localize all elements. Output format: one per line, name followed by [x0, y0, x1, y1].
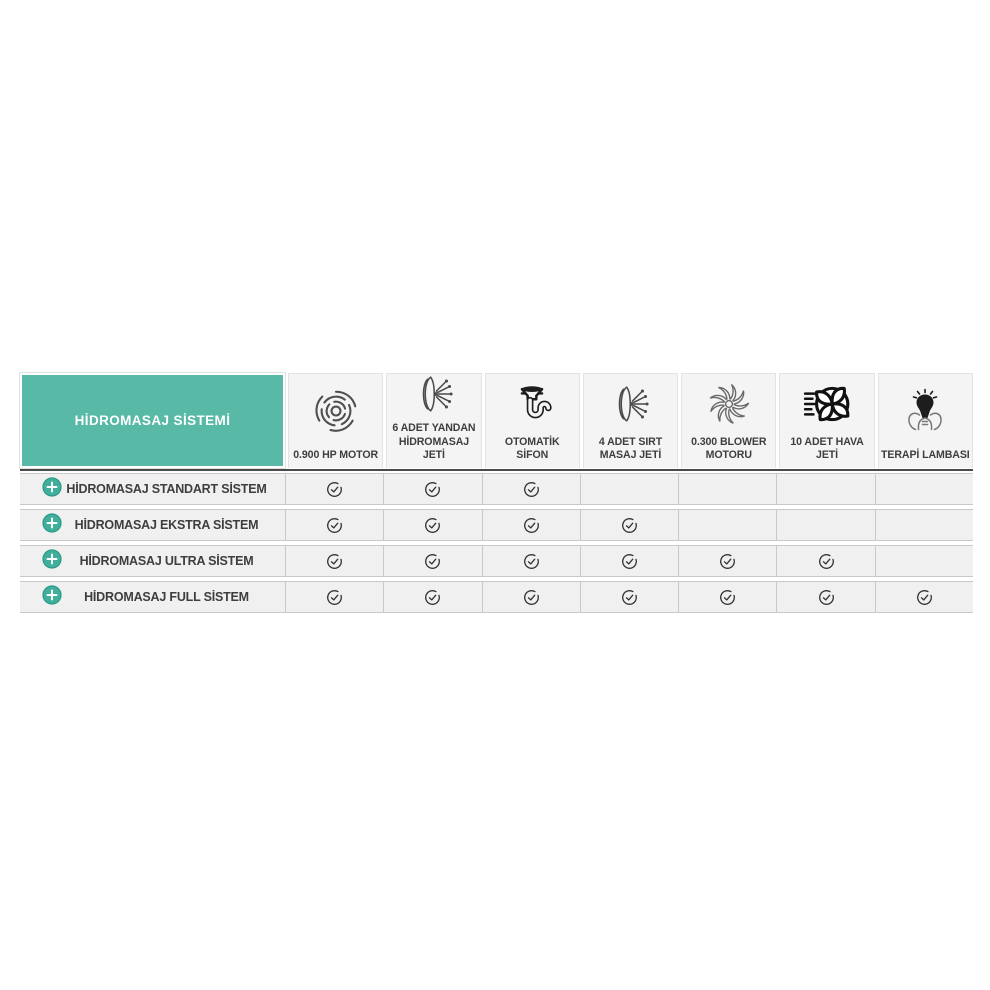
feature-column-label: 0.300 BLOWER MOTORU: [691, 435, 767, 461]
feature-included-cell: [678, 582, 776, 612]
expand-row-button[interactable]: [42, 551, 62, 571]
feature-column-header: [583, 373, 678, 468]
check-circle-icon: [818, 589, 835, 606]
feature-included-cell: [482, 582, 580, 612]
feature-empty-cell: [875, 510, 973, 540]
feature-empty-cell: [875, 546, 973, 576]
row-label-cell: [20, 474, 285, 504]
feature-column-header: [386, 373, 481, 468]
check-circle-icon: [424, 481, 441, 498]
row-label-cell: [20, 510, 285, 540]
feature-icon-slot: [509, 378, 555, 436]
feature-column-label: 0.900 HP MOTOR: [293, 448, 379, 461]
check-circle-icon: [719, 553, 736, 570]
feature-column-label: OTOMATİK SİFON: [504, 435, 560, 461]
expand-row-button[interactable]: [42, 587, 62, 607]
check-circle-icon: [523, 553, 540, 570]
feature-included-cell: [482, 546, 580, 576]
plus-circle-icon: [42, 585, 62, 610]
plus-circle-icon: [42, 549, 62, 574]
feature-included-cell: [875, 582, 973, 612]
feature-column-label: 4 ADET SIRT MASAJ JETİ: [598, 435, 663, 461]
blower-fan-icon: [705, 380, 753, 433]
check-circle-icon: [326, 589, 343, 606]
feature-included-cell: [383, 582, 481, 612]
feature-included-cell: [285, 510, 383, 540]
check-circle-icon: [326, 553, 343, 570]
feature-icon-slot: [411, 371, 457, 422]
feature-included-cell: [285, 582, 383, 612]
therapy-lamp-icon: [901, 387, 949, 440]
comparison-table: [20, 373, 973, 613]
check-circle-icon: [424, 517, 441, 534]
feature-column-header: [681, 373, 776, 468]
header-row: [20, 373, 973, 468]
table-row: [20, 509, 973, 541]
row-label: HİDROMASAJ FULL SİSTEM: [84, 590, 249, 604]
feature-column-header: [485, 373, 580, 468]
plus-circle-icon: [42, 513, 62, 538]
feature-empty-cell: [580, 474, 678, 504]
table-row: [20, 473, 973, 505]
feature-included-cell: [285, 546, 383, 576]
check-circle-icon: [523, 589, 540, 606]
expand-row-button[interactable]: [42, 515, 62, 535]
feature-included-cell: [285, 474, 383, 504]
feature-included-cell: [482, 510, 580, 540]
check-circle-icon: [621, 553, 638, 570]
table-row: [20, 545, 973, 577]
feature-column-header: [779, 373, 874, 468]
feature-icon-slot: [705, 378, 753, 436]
feature-empty-cell: [875, 474, 973, 504]
table-title: HİDROMASAJ SİSTEMİ: [74, 413, 231, 428]
siphon-icon: [509, 381, 555, 432]
header-divider: [20, 469, 973, 471]
spray-jet-icon: [607, 381, 653, 432]
feature-column-header: [878, 373, 973, 468]
feature-included-cell: [776, 582, 874, 612]
feature-column-label: 6 ADET YANDAN HİDROMASAJ JETİ: [392, 422, 476, 461]
check-circle-icon: [326, 481, 343, 498]
feature-icon-slot: [901, 378, 949, 449]
check-circle-icon: [916, 589, 933, 606]
feature-included-cell: [776, 546, 874, 576]
feature-included-cell: [383, 510, 481, 540]
feature-empty-cell: [776, 510, 874, 540]
feature-included-cell: [580, 546, 678, 576]
feature-icon-slot: [802, 378, 852, 436]
row-label: HİDROMASAJ EKSTRA SİSTEM: [74, 518, 259, 532]
table-row: [20, 581, 973, 613]
feature-icon-slot: [607, 378, 653, 436]
row-label: HİDROMASAJ STANDART SİSTEM: [66, 482, 267, 496]
feature-empty-cell: [776, 474, 874, 504]
table-body: [20, 473, 973, 613]
check-circle-icon: [523, 481, 540, 498]
row-label-cell: [20, 546, 285, 576]
feature-column-label: 10 ADET HAVA JETİ: [790, 435, 864, 461]
check-circle-icon: [621, 517, 638, 534]
check-circle-icon: [326, 517, 343, 534]
pump-motor-icon: [311, 386, 361, 441]
feature-empty-cell: [678, 510, 776, 540]
feature-empty-cell: [678, 474, 776, 504]
feature-column-header: [288, 373, 383, 468]
feature-included-cell: [383, 474, 481, 504]
feature-icon-slot: [311, 378, 361, 449]
check-circle-icon: [523, 517, 540, 534]
check-circle-icon: [424, 589, 441, 606]
check-circle-icon: [719, 589, 736, 606]
expand-row-button[interactable]: [42, 479, 62, 499]
feature-included-cell: [482, 474, 580, 504]
spray-jet-icon: [411, 371, 457, 422]
table-title-cell: [20, 373, 285, 468]
feature-column-label: TERAPİ LAMBASI: [881, 448, 970, 461]
pinwheel-air-jet-icon: [802, 381, 852, 432]
check-circle-icon: [424, 553, 441, 570]
check-circle-icon: [818, 553, 835, 570]
feature-included-cell: [678, 546, 776, 576]
feature-included-cell: [580, 510, 678, 540]
plus-circle-icon: [42, 477, 62, 502]
row-label: HİDROMASAJ ULTRA SİSTEM: [79, 554, 254, 568]
feature-included-cell: [383, 546, 481, 576]
feature-included-cell: [580, 582, 678, 612]
check-circle-icon: [621, 589, 638, 606]
row-label-cell: [20, 582, 285, 612]
